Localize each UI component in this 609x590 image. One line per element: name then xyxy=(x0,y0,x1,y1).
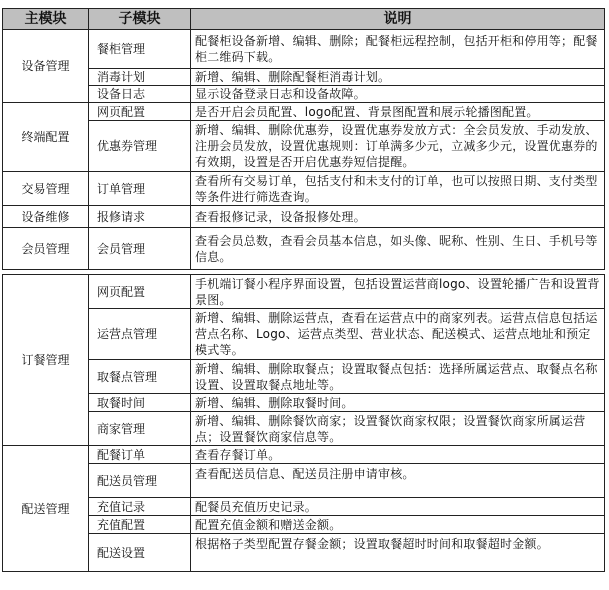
header-sub-module: 子模块 xyxy=(89,9,191,30)
table-row xyxy=(3,446,605,464)
table-row xyxy=(3,86,605,103)
main-module-cell: 终端配置 xyxy=(3,103,89,172)
description-cell: 查看配送员信息、配送员注册申请审核。 xyxy=(191,464,605,498)
sub-module-cell: 订单管理 xyxy=(89,172,191,206)
description-cell: 新增、编辑、删除取餐点；设置取餐点包括：选择所属运营点、取餐点名称设置、设置取餐点地址等。 xyxy=(191,360,605,394)
description-cell: 查看会员总数，查看会员基本信息，如头像、昵称、性别、生日、手机号等信息。 xyxy=(191,228,605,270)
table-row xyxy=(3,464,605,498)
description-cell: 配置充值金额和赠送金额。 xyxy=(191,516,605,534)
sub-module-cell: 运营点管理 xyxy=(89,309,191,360)
sub-module-cell: 商家管理 xyxy=(89,412,191,446)
sub-module-cell: 取餐时间 xyxy=(89,394,191,412)
module-table-part2 xyxy=(2,274,605,572)
table-row xyxy=(3,228,605,270)
main-module-cell: 配送管理 xyxy=(3,446,89,572)
table-row xyxy=(3,498,605,516)
sub-module-cell: 网页配置 xyxy=(89,275,191,309)
description-cell: 查看存餐订单。 xyxy=(191,446,605,464)
sub-module-cell: 餐柜管理 xyxy=(89,30,191,69)
main-module-cell: 会员管理 xyxy=(3,228,89,270)
sub-module-cell: 网页配置 xyxy=(89,103,191,121)
description-cell: 手机端订餐小程序界面设置，包括设置运营商logo、设置轮播广告和设置背景图。 xyxy=(191,275,605,309)
table-row xyxy=(3,172,605,206)
sub-module-cell: 消毒计划 xyxy=(89,69,191,86)
table-row xyxy=(3,516,605,534)
description-cell: 新增、编辑、删除配餐柜消毒计划。 xyxy=(191,69,605,86)
description-cell: 新增、编辑、删除运营点，查看在运营点中的商家列表。运营点信息包括运营点名称、Logo、运营点类型、营业状态、配送模式、运营点地址和预定模式等。 xyxy=(191,309,605,360)
main-module-cell: 设备维修 xyxy=(3,206,89,228)
sub-module-cell: 充值记录 xyxy=(89,498,191,516)
sub-module-cell: 取餐点管理 xyxy=(89,360,191,394)
sub-module-cell: 配送员管理 xyxy=(89,464,191,498)
description-cell: 配餐员充值历史记录。 xyxy=(191,498,605,516)
main-module-cell: 订餐管理 xyxy=(3,275,89,446)
table-row xyxy=(3,394,605,412)
sub-module-cell: 设备日志 xyxy=(89,86,191,103)
sub-module-cell: 配送设置 xyxy=(89,534,191,572)
main-module-cell: 设备管理 xyxy=(3,30,89,103)
sub-module-cell: 优惠券管理 xyxy=(89,121,191,172)
table-row xyxy=(3,30,605,69)
header-main-module: 主模块 xyxy=(3,9,89,30)
table-row xyxy=(3,121,605,172)
main-module-cell: 交易管理 xyxy=(3,172,89,206)
table-row xyxy=(3,103,605,121)
table-row xyxy=(3,275,605,309)
sub-module-cell: 报修请求 xyxy=(89,206,191,228)
sub-module-cell: 充值配置 xyxy=(89,516,191,534)
description-cell: 查看所有交易订单，包括支付和未支付的订单，也可以按照日期、支付类型等条件进行筛选查询。 xyxy=(191,172,605,206)
description-cell: 配餐柜设备新增、编辑、删除；配餐柜远程控制，包括开柜和停用等；配餐柜二维码下载。 xyxy=(191,30,605,69)
header-description: 说明 xyxy=(191,9,605,30)
description-cell: 新增、编辑、删除餐饮商家；设置餐饮商家权限；设置餐饮商家所属运营点；设置餐饮商家信息等。 xyxy=(191,412,605,446)
description-cell: 新增、编辑、删除优惠券，设置优惠券发放方式：全会员发放、手动发放、注册会员发放，设置优惠规则：订单满多少元，立减多少元，设置优惠券的有效期，设置是否开启优惠券短信提醒。 xyxy=(191,121,605,172)
table-row xyxy=(3,309,605,360)
description-cell: 显示设备登录日志和设备故障。 xyxy=(191,86,605,103)
table-row xyxy=(3,360,605,394)
table-row xyxy=(3,534,605,572)
sub-module-cell: 会员管理 xyxy=(89,228,191,270)
description-cell: 查看报修记录，设备报修处理。 xyxy=(191,206,605,228)
description-cell: 根据格子类型配置存餐金额；设置取餐超时时间和取餐超时金额。 xyxy=(191,534,605,572)
table-header-row xyxy=(3,9,605,30)
sub-module-cell: 配餐订单 xyxy=(89,446,191,464)
table-row xyxy=(3,69,605,86)
table-row xyxy=(3,206,605,228)
description-cell: 是否开启会员配置、logo配置、背景图配置和展示轮播图配置。 xyxy=(191,103,605,121)
module-table-part1 xyxy=(2,8,605,270)
description-cell: 新增、编辑、删除取餐时间。 xyxy=(191,394,605,412)
table-row xyxy=(3,412,605,446)
